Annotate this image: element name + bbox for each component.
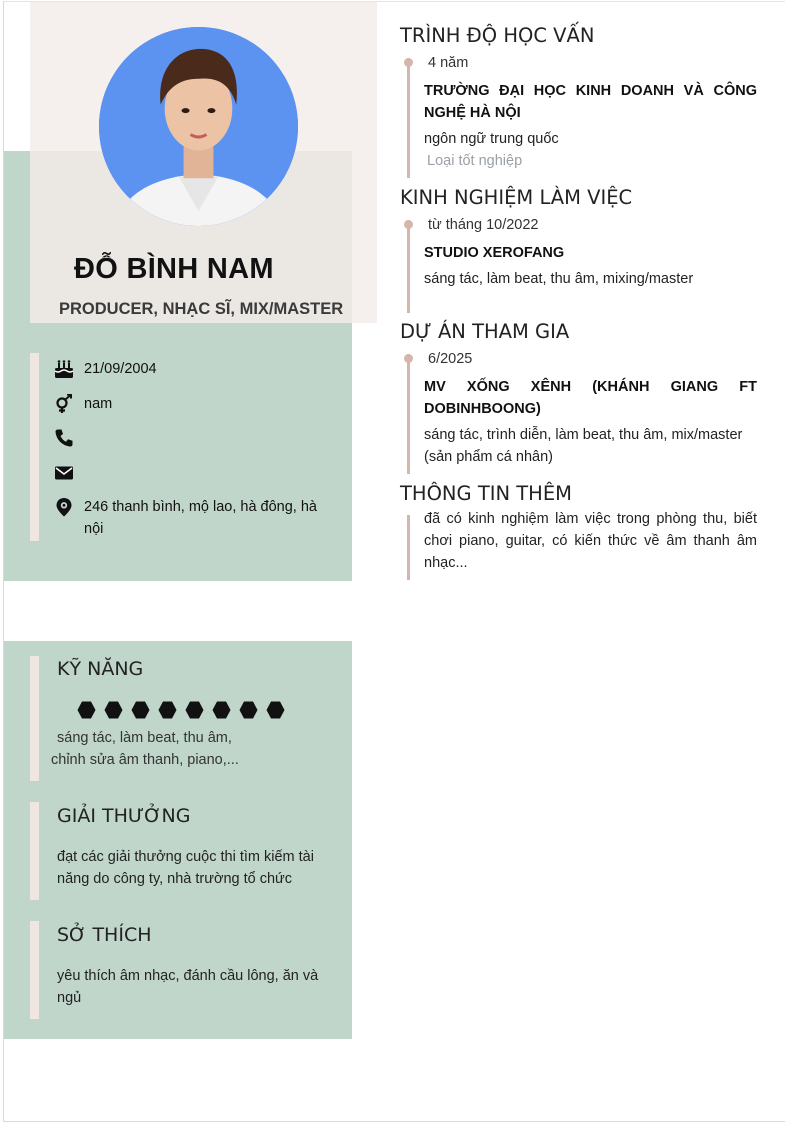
- project-title: MV XỐNG XÊNH (KHÁNH GIANG FT DOBINHBOONG): [424, 379, 757, 417]
- gender-row: [54, 394, 324, 415]
- hobbies-heading: SỞ THÍCH: [57, 924, 152, 946]
- skill-level-rating: [77, 701, 285, 719]
- email-row: [54, 463, 324, 483]
- email-icon: [54, 463, 74, 483]
- skill-level-hexagon: [266, 701, 285, 719]
- job-title: PRODUCER, NHẠC SĨ, MIX/MASTER: [59, 300, 344, 318]
- skill-level-hexagon: [77, 701, 96, 719]
- birthday-row: [54, 359, 324, 380]
- graduation-grade-placeholder: Loại tốt nghiệp: [427, 153, 523, 169]
- projects-heading: DỰ ÁN THAM GIA: [400, 320, 570, 343]
- gender-icon: [54, 394, 74, 414]
- education-heading: TRÌNH ĐỘ HỌC VẤN: [400, 24, 595, 47]
- experience-timeline-dot: [404, 220, 413, 229]
- skills-description: sáng tác, làm beat, thu âm, chỉnh sửa âm thanh, piano,...: [51, 730, 239, 768]
- avatar: [99, 27, 298, 226]
- awards-heading: GIẢI THƯỞNG: [57, 805, 191, 827]
- birthday-value: 21/09/2004: [84, 361, 157, 377]
- experience-description: sáng tác, làm beat, thu âm, mixing/master: [424, 271, 694, 287]
- candidate-name: ĐỖ BÌNH NAM: [74, 253, 274, 285]
- experience-period: từ tháng 10/2022: [428, 217, 539, 233]
- cake-icon: [54, 359, 74, 379]
- extra-info-timeline: [407, 515, 410, 580]
- extra-info-heading: THÔNG TIN THÊM: [400, 482, 572, 505]
- awards-text: đạt các giải thưởng cuộc thi tìm kiếm tài năng do công ty, nhà trường tổ chức: [57, 849, 314, 887]
- phone-icon: [54, 428, 74, 448]
- skills-heading: KỸ NĂNG: [57, 658, 144, 680]
- avatar-illustration: [99, 27, 298, 226]
- hobbies-text: yêu thích âm nhạc, đánh cầu lông, ăn và ngủ: [57, 968, 319, 1006]
- hobbies-accent-bar: [30, 921, 39, 1019]
- location-pin-icon: [54, 497, 74, 517]
- skill-level-hexagon: [239, 701, 258, 719]
- skills-accent-bar: [30, 656, 39, 781]
- experience-timeline: [407, 220, 410, 313]
- projects-timeline-dot: [404, 354, 413, 363]
- skill-level-hexagon: [158, 701, 177, 719]
- contact-accent-bar: [30, 353, 39, 541]
- experience-company: STUDIO XEROFANG: [424, 245, 565, 261]
- education-major: ngôn ngữ trung quốc: [424, 131, 559, 147]
- education-timeline-dot: [404, 58, 413, 67]
- education-duration: 4 năm: [428, 55, 469, 71]
- skill-level-hexagon: [131, 701, 150, 719]
- gender-value: nam: [84, 396, 113, 412]
- experience-heading: KINH NGHIỆM LÀM VIỆC: [400, 186, 633, 209]
- skill-level-hexagon: [104, 701, 123, 719]
- education-timeline: [407, 58, 410, 178]
- project-description: sáng tác, trình diễn, làm beat, thu âm, mix/master (sản phẩm cá nhân): [424, 427, 743, 465]
- awards-accent-bar: [30, 802, 39, 900]
- skill-level-hexagon: [212, 701, 231, 719]
- extra-info-text: đã có kinh nghiệm làm việc trong phòng thu, biết chơi piano, guitar, có kiến thức về âm thanh âm nhạc...: [424, 511, 757, 571]
- education-school: TRƯỜNG ĐẠI HỌC KINH DOANH VÀ CÔNG NGHỆ HÀ NỘI: [424, 83, 757, 121]
- skill-level-hexagon: [185, 701, 204, 719]
- phone-row: [54, 428, 324, 448]
- address-row: [54, 497, 324, 540]
- project-period: 6/2025: [428, 351, 473, 367]
- address-value: 246 thanh bình, mộ lao, hà đông, hà nội: [84, 499, 317, 537]
- projects-timeline: [407, 354, 410, 474]
